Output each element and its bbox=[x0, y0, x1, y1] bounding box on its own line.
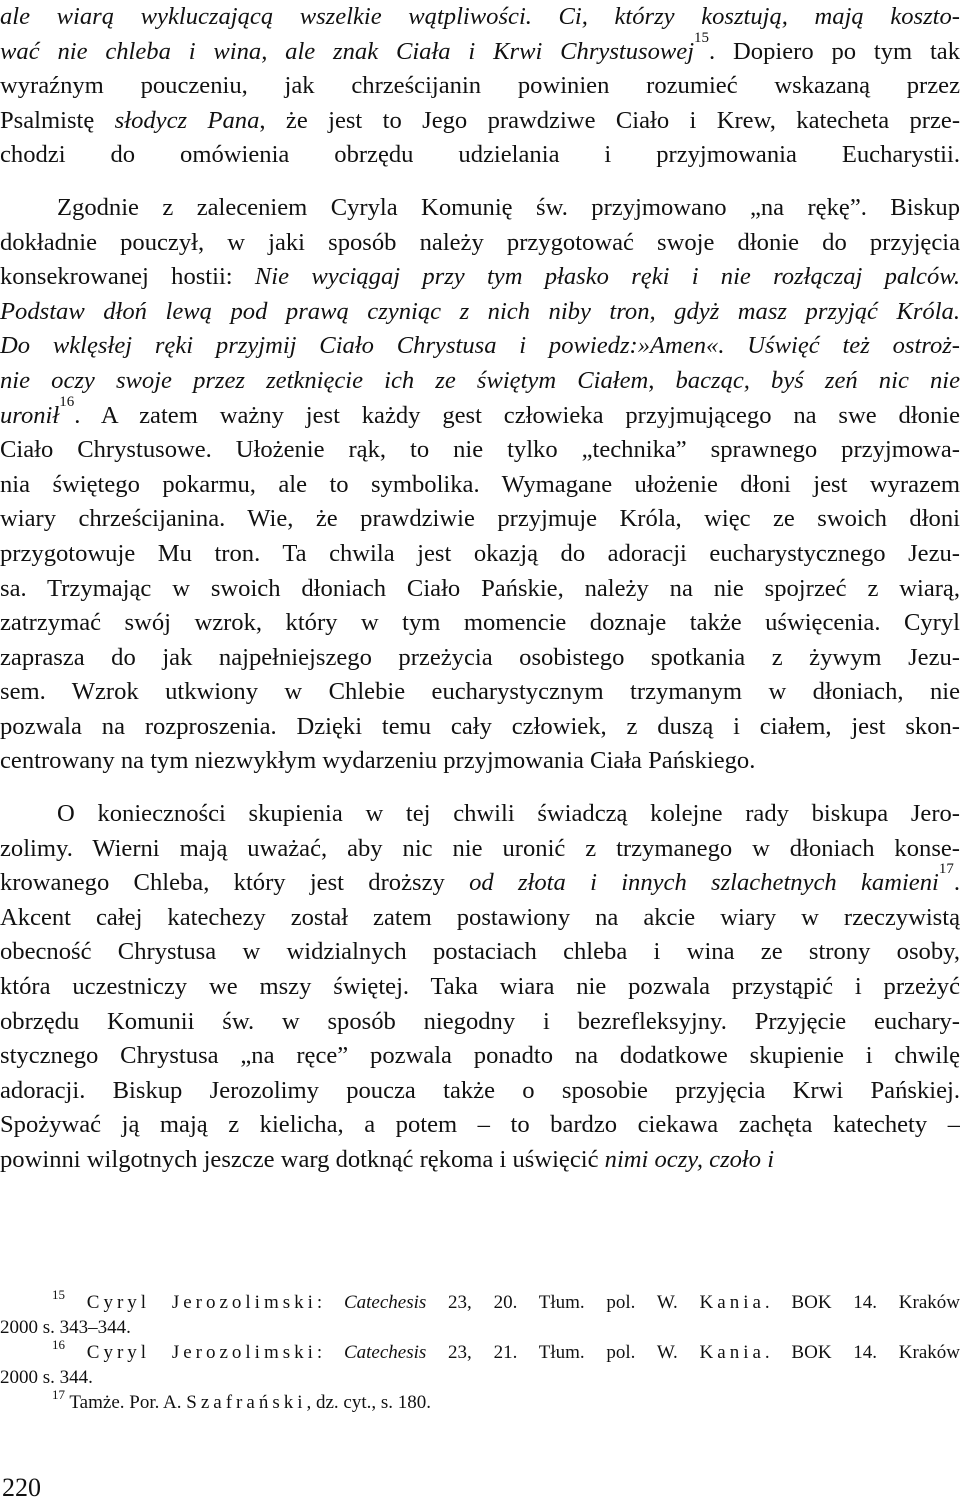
text-line bbox=[0, 1074, 960, 1109]
text-run: : bbox=[316, 1342, 344, 1363]
text-line bbox=[0, 468, 960, 503]
text-run: , dz. cyt., s. 180. bbox=[306, 1392, 432, 1413]
italic-text: słodycz Pana bbox=[114, 106, 260, 134]
text-run: powinni wilgotnych jeszcze warg dotknąć rękoma i uświęcić bbox=[0, 1146, 605, 1173]
text-line bbox=[0, 260, 960, 295]
text-line bbox=[0, 138, 960, 173]
text-run: Akcent całej katechezy został zatem postawiony na akcie wiary w rzeczywistą bbox=[0, 903, 960, 931]
page-number: 220 bbox=[2, 1473, 41, 1502]
text-line bbox=[0, 572, 960, 607]
footnotes bbox=[0, 1287, 960, 1415]
spaced-name: Szafrański bbox=[186, 1392, 307, 1413]
paragraph bbox=[0, 0, 960, 173]
text-run: nia świętego pokarmu, ale to symbolika. Wymagane ułożenie dłoni jest wyrazem bbox=[0, 470, 960, 498]
text-run: adoracji. Biskup Jerozolimy poucza także o sposobie przyjęcia Krwi Pańskiej. bbox=[0, 1076, 960, 1104]
text-line bbox=[0, 1143, 960, 1178]
text-run: dokładnie pouczył, w jaki sposób należy przygotować swoje dłonie do przyjęcia bbox=[0, 228, 960, 256]
italic-text: wać nie chleba i wina, ale znak Ciała i Krwi Chrystusowej bbox=[0, 37, 695, 65]
italic-text: Catechesis bbox=[343, 1342, 427, 1363]
text-run: Ciało Chrystusowe. Ułożenie rąk, to nie tylko „technika” sprawnego przyjmowa- bbox=[0, 436, 960, 464]
italic-text: Podstaw dłoń lewą pod prawą czyniąc z nich niby tron, gdyż masz przyjąć Króla. bbox=[0, 297, 960, 325]
italic-text: nimi oczy, czoło i bbox=[604, 1146, 775, 1173]
text-line bbox=[0, 797, 960, 832]
text-line bbox=[0, 935, 960, 970]
footnote-ref: 16 bbox=[52, 1337, 65, 1352]
text-run: Psalmistę bbox=[0, 106, 115, 134]
paragraph bbox=[0, 797, 960, 1178]
text-run: sem. Wzrok utkwiony w Chlebie eucharystycznym trzymanym w dłoniach, nie bbox=[0, 678, 960, 706]
footnote-ref: 16 bbox=[59, 393, 75, 410]
text-line bbox=[0, 970, 960, 1005]
italic-text: Nie wyciągaj przy tym płasko ręki i nie rozłączaj palców. bbox=[254, 263, 960, 291]
text-run bbox=[150, 1342, 172, 1363]
text-run: zaprasza do jak najpełniejszego przeżycia osobistego spotkania z żywym Jezu- bbox=[0, 643, 960, 671]
italic-text: ale wiarą wykluczającą wszelkie wątpliwości. Ci, którzy kosztują, mają koszto- bbox=[0, 3, 960, 30]
text-run: zatrzymać swój wzrok, który w tym momencie doznaje także uświęcenia. Cyryl bbox=[0, 609, 960, 637]
italic-text: Do wklęsłej ręki przyjmij Ciało Chrystusa i powiedz:»Amen«. Uświęć też ostroż- bbox=[0, 332, 960, 360]
text-run: przygotowuje Mu tron. Ta chwila jest okazją do adoracji eucharystycznego Jezu- bbox=[0, 539, 960, 567]
text-run bbox=[65, 1292, 87, 1313]
text-line bbox=[0, 226, 960, 261]
text-run: . A zatem ważny jest każdy gest człowieka przyjmującego na swe dłonie bbox=[74, 401, 960, 429]
italic-text: Catechesis bbox=[343, 1292, 427, 1313]
text-line bbox=[0, 433, 960, 468]
text-line bbox=[0, 29, 960, 70]
text-run: obrzędu Komunii św. w sposób niegodny i bezrefleksyjny. Przyjęcie euchary- bbox=[0, 1007, 960, 1035]
text-run: wyraźnym pouczeniu, jak chrześcijanin powinien rozumieć wskazaną przez bbox=[0, 72, 960, 100]
text-line bbox=[0, 861, 960, 901]
footnote-ref: 17 bbox=[52, 1387, 65, 1402]
spaced-name: Kania bbox=[699, 1342, 765, 1363]
footnote-line bbox=[0, 1337, 960, 1365]
text-line bbox=[0, 675, 960, 710]
text-run: . BOK 14. Kraków bbox=[764, 1342, 960, 1363]
text-line bbox=[0, 0, 960, 35]
spaced-name: Cyryl bbox=[86, 1342, 151, 1363]
text-run: 23, 21. Tłum. pol. W. bbox=[426, 1342, 700, 1363]
text-line bbox=[0, 329, 960, 364]
text-line bbox=[0, 502, 960, 537]
text-run: Tamże. Por. A. bbox=[65, 1392, 187, 1413]
text-run: O konieczności skupienia w tej chwili świadczą kolejne rady biskupa Jero- bbox=[57, 800, 960, 828]
footnote-line bbox=[0, 1287, 960, 1315]
text-line bbox=[0, 744, 960, 779]
text-run bbox=[150, 1292, 172, 1313]
italic-text: nie oczy swoje przez zetknięcie ich ze świętym Ciałem, bacząc, byś zeń nic nie bbox=[0, 366, 960, 394]
text-run: . bbox=[953, 869, 960, 897]
text-run: . Dopiero po tym tak bbox=[709, 37, 960, 65]
text-line bbox=[0, 641, 960, 676]
text-run: 2000 s. 344. bbox=[0, 1367, 93, 1388]
text-run: chodzi do omówienia obrzędu udzielania i przyjmowania Eucharystii. bbox=[0, 141, 960, 169]
text-run: centrowany na tym niezwykłym wydarzeniu przyjmowania Ciała Pańskiego. bbox=[0, 747, 756, 775]
text-line bbox=[0, 104, 960, 139]
text-line bbox=[0, 1039, 960, 1074]
footnote-ref: 15 bbox=[694, 29, 710, 46]
paragraph-gap bbox=[0, 779, 960, 797]
paragraph bbox=[0, 191, 960, 779]
footnote-line bbox=[0, 1315, 960, 1340]
text-run: zolimy. Wierni mają uważać, aby nic nie uronić z trzymanego w dłoniach konse- bbox=[0, 834, 960, 862]
text-run: konsekrowanej hostii: bbox=[0, 263, 255, 291]
text-run: stycznego Chrystusa „na ręce” pozwala ponadto na dodatkowe skupienie i chwilę bbox=[0, 1042, 960, 1070]
text-line bbox=[0, 710, 960, 745]
footnote-line bbox=[0, 1387, 960, 1415]
text-line bbox=[0, 191, 960, 226]
paragraph-gap bbox=[0, 173, 960, 191]
spaced-name: Kania bbox=[699, 1292, 765, 1313]
text-run: Zgodnie z zaleceniem Cyryla Komunię św. przyjmowano „na rękę”. Biskup bbox=[57, 193, 960, 221]
text-run: . BOK 14. Kraków bbox=[764, 1292, 960, 1313]
text-run: krowanego Chleba, który jest droższy bbox=[0, 869, 470, 897]
text-line bbox=[0, 364, 960, 399]
text-run: Spożywać ją mają z kielicha, a potem – to bardzo ciekawa zachęta katechety – bbox=[0, 1111, 960, 1139]
text-line bbox=[0, 295, 960, 330]
text-line bbox=[0, 1108, 960, 1143]
footnote-line bbox=[0, 1365, 960, 1390]
text-line bbox=[0, 393, 960, 434]
text-line bbox=[0, 537, 960, 572]
text-run: : bbox=[316, 1292, 344, 1313]
text-line bbox=[0, 69, 960, 104]
italic-text: od złota i innych szlachetnych kamieni bbox=[469, 869, 939, 897]
text-line bbox=[0, 832, 960, 867]
spaced-name: Cyryl bbox=[86, 1292, 151, 1313]
text-run: 23, 20. Tłum. pol. W. bbox=[426, 1292, 700, 1313]
text-line bbox=[0, 1005, 960, 1040]
italic-text: uronił bbox=[0, 401, 60, 429]
footnote-ref: 15 bbox=[52, 1287, 65, 1302]
text-line bbox=[0, 901, 960, 936]
footnote-ref: 17 bbox=[938, 861, 954, 878]
text-run: , że jest to Jego prawdziwe Ciało i Krew, katecheta prze- bbox=[259, 106, 960, 134]
text-run: pozwala na rozproszenia. Dzięki temu cały człowiek, z duszą i ciałem, jest skon- bbox=[0, 712, 960, 740]
spaced-name: Jerozolimski bbox=[171, 1292, 317, 1313]
text-run: 2000 s. 343–344. bbox=[0, 1317, 131, 1338]
text-line bbox=[0, 606, 960, 641]
text-run bbox=[65, 1342, 87, 1363]
text-run: obecność Chrystusa w widzialnych postaciach chleba i wina ze strony osoby, bbox=[0, 938, 960, 966]
text-run: sa. Trzymając w swoich dłoniach Ciało Pańskie, należy na nie spojrzeć z wiarą, bbox=[0, 574, 960, 602]
text-run: która uczestniczy we mszy świętej. Taka wiara nie pozwala przystąpić i przeżyć bbox=[0, 973, 960, 1001]
text-run: wiary chrześcijanina. Wie, że prawdziwie przyjmuje Króla, więc ze swoich dłoni bbox=[0, 505, 960, 533]
spaced-name: Jerozolimski bbox=[171, 1342, 317, 1363]
